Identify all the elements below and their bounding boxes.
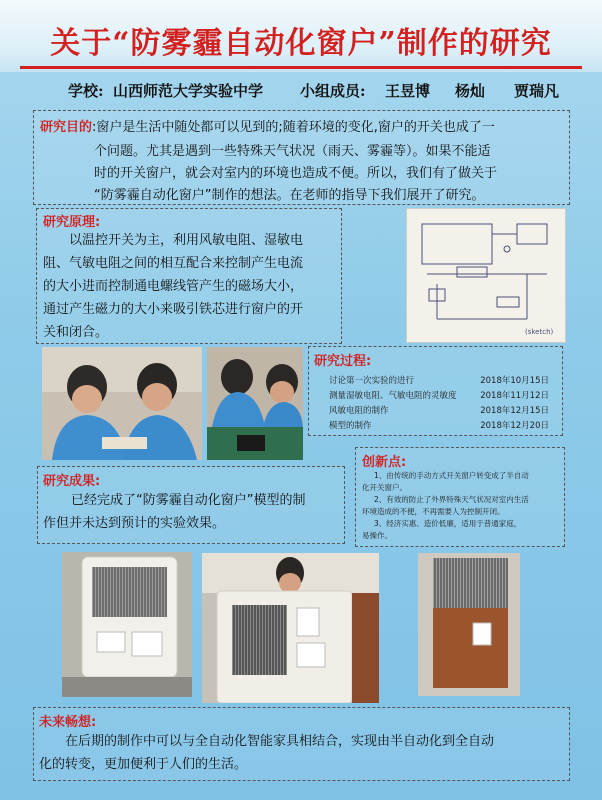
purpose-heading: 研究目的	[40, 120, 93, 135]
future-section	[33, 707, 570, 781]
innovation-line: 3、经济实惠、造价低廉，适用于普通家庭，	[374, 519, 522, 528]
model-photo-center	[202, 553, 379, 703]
principle-line: 阻、气敏电阻之间的相互配合来控制产生电流	[43, 256, 304, 271]
principle-line: 关和闭合。	[43, 325, 109, 340]
purpose-line: “防雾霾自动化窗户”制作的想法。在老师的指导下我们展开了研究。	[94, 188, 485, 203]
title-underline	[20, 66, 582, 69]
model-photo-left	[62, 552, 192, 697]
purpose-line: :窗户是生活中随处都可以见到的;随着环境的变化,窗户的开关也成了一	[92, 120, 495, 135]
process-date: 2018年10月15日	[480, 376, 549, 386]
principle-line: 的大小进而控制通电螺线管产生的磁场大小，	[43, 279, 304, 294]
process-heading: 研究过程:	[314, 354, 372, 369]
principle-line: 通过产生磁力的大小来吸引铁芯进行窗户的开	[43, 302, 304, 317]
results-heading: 研究成果:	[43, 474, 101, 489]
school-label: 学校:	[68, 82, 104, 100]
principle-line: 以温控开关为主，利用风敏电阻、湿敏电	[69, 233, 304, 248]
page-title: 关于“防雾霾自动化窗户”制作的研究	[50, 26, 552, 61]
school-name: 山西师范大学实验中学	[113, 82, 264, 100]
process-section	[308, 346, 563, 436]
students-working-photo	[42, 347, 202, 460]
member-name: 贾瑞凡	[514, 82, 560, 100]
innovation-section	[355, 447, 565, 547]
process-row	[329, 374, 557, 389]
process-row	[329, 419, 557, 434]
principle-section	[36, 208, 342, 344]
process-row	[329, 389, 557, 404]
future-line: 化的转变，更加便利于人们的生活。	[39, 757, 248, 772]
process-date: 2018年12月15日	[480, 406, 549, 416]
process-task: 模型的制作	[329, 421, 372, 431]
students-circuit-photo	[207, 347, 303, 460]
members-label: 小组成员:	[300, 82, 366, 100]
innovation-line: 易操作。	[362, 531, 392, 540]
purpose-line: 个问题。尤其是遇到一些特殊天气状况（雨天、雾霾等）。如果不能适	[94, 144, 491, 159]
process-task: 测量湿敏电阻、气敏电阻的灵敏度	[329, 391, 457, 401]
innovation-line: 环境造成的不便，不再需要人为控制开闭。	[362, 507, 505, 516]
purpose-line: 时的开关窗户，就会对室内的环境也造成不便。所以，我们有了做关于	[94, 166, 498, 181]
process-date: 2018年11月12日	[480, 391, 549, 401]
future-heading: 未来畅想:	[39, 715, 97, 730]
member-name: 王昱博	[385, 82, 431, 100]
member-name: 杨灿	[455, 82, 486, 100]
process-task: 风敏电阻的制作	[329, 406, 389, 416]
process-row	[329, 404, 557, 419]
results-line: 作但并未达到预计的实验效果。	[43, 516, 226, 531]
innovation-line: 1、由传统的手动方式开关窗户转变成了半自动	[374, 471, 529, 480]
model-photo-right	[418, 553, 520, 696]
innovation-heading: 创新点:	[362, 455, 407, 470]
principle-heading: 研究原理:	[43, 215, 101, 230]
results-line: 已经完成了“防雾霾自动化窗户”模型的制	[71, 493, 306, 508]
purpose-section	[33, 110, 570, 205]
innovation-line: 化开关窗户。	[362, 483, 407, 492]
process-date: 2018年12月20日	[480, 421, 549, 431]
results-section	[37, 466, 345, 544]
svg-text:(sketch): (sketch)	[525, 328, 554, 336]
innovation-line: 2、有效的防止了外界特殊天气状况对室内生活	[374, 495, 529, 504]
process-task: 讨论第一次实验的进行	[329, 376, 415, 386]
circuit-sketch-image	[406, 208, 566, 343]
future-line: 在后期的制作中可以与全自动化智能家具相结合，实现由半自动化到全自动	[65, 734, 495, 749]
